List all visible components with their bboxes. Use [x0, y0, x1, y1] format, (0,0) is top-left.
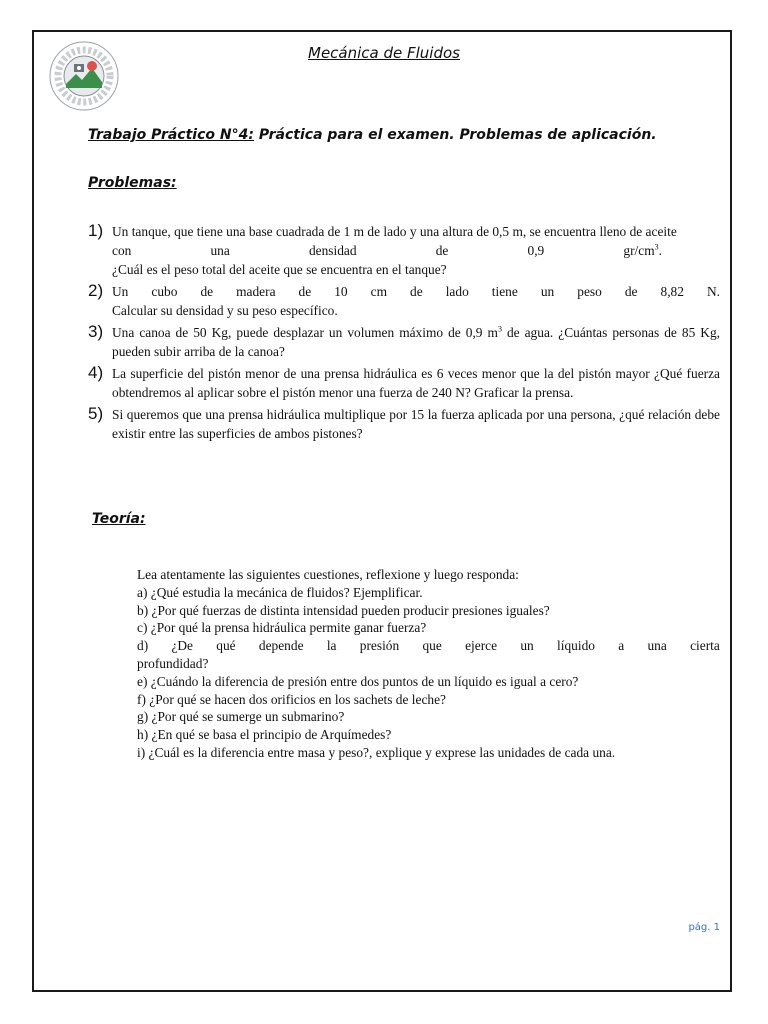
word: de — [435, 243, 449, 258]
question-i: i) ¿Cuál es la diferencia entre masa y peso?, explique y exprese las unidades de cada una. — [137, 744, 616, 760]
question-h: h) ¿En qué se basa el principio de Arquímedes? — [137, 727, 392, 743]
word: densidad — [308, 243, 357, 258]
problem-number: 1) — [88, 221, 104, 240]
question-f: f) ¿Por qué se hacen dos orificios en los sachets de leche? — [137, 691, 446, 707]
word: una — [210, 243, 230, 258]
teoria-intro: Lea atentamente las siguientes cuestiones, reflexione y luego responda: — [137, 567, 519, 582]
problem-text: Calcular su densidad y su peso específico. — [112, 303, 338, 318]
problem-number: 4) — [88, 363, 104, 382]
problem-text: Una canoa de 50 Kg, puede desplazar un volumen máximo de 0,9 $m^3$ de agua. ¿Cuántas personas de 85 Kg, pueden subir arriba de la canoa? — [112, 324, 720, 359]
problem-number: 2) — [88, 281, 104, 300]
problem-number: 3) — [88, 322, 104, 341]
problemas-heading: Problemas: — [88, 175, 177, 191]
question-d-continued: profundidad? — [137, 655, 209, 671]
problem-text: ¿Cuál es el peso total del aceite que se encuentra en el tanque? — [112, 262, 447, 277]
teoria-list — [137, 566, 720, 762]
problem-text: La superficie del pistón menor de una prensa hidráulica es 6 veces menor que la del pistón mayor ¿Qué fuerza obtendremos al aplicar sobre el pistón menor una fuerza de 240 N? Graficar la prensa. — [112, 366, 720, 400]
word: 0,9 — [527, 243, 545, 258]
tp-subtitle: Práctica para el examen. Problemas de aplicación. — [253, 127, 657, 143]
question-a: a) ¿Qué estudia la mecánica de fluidos? Ejemplificar. — [137, 584, 423, 600]
problem-text: Un tanque, que tiene una base cuadrada de 1 m de lado y una altura de 0,5 m, se encuentra lleno de aceite — [112, 224, 677, 239]
problem-text: Un cubo de madera de 10 cm de lado tiene un peso de 8,82 N. — [112, 284, 720, 299]
tp-title — [88, 127, 657, 143]
problem-text-justified-line — [112, 241, 720, 260]
teoria-heading: Teoría: — [92, 511, 146, 527]
question-g: g) ¿Por qué se sumerge un submarino? — [137, 709, 345, 725]
question-b: b) ¿Por qué fuerzas de distinta intensidad pueden producir presiones iguales? — [137, 602, 550, 618]
question-d: d) ¿De qué depende la presión que ejerce un líquido a una cierta — [137, 638, 720, 654]
problem-text: Si queremos que una prensa hidráulica multiplique por 15 la fuerza aplicada por una persona, ¿qué relación debe existir entre las superficies de ambos pistones? — [112, 407, 720, 441]
question-c: c) ¿Por qué la prensa hidráulica permite ganar fuerza? — [137, 620, 427, 636]
tp-label: Trabajo Práctico N°4: — [88, 127, 254, 143]
problem-5 — [88, 405, 720, 443]
problem-list — [88, 222, 720, 446]
question-e: e) ¿Cuándo la diferencia de presión entre dos puntos de un líquido es igual a cero? — [137, 673, 579, 689]
problem-number: 5) — [88, 404, 104, 423]
problem-3 — [88, 323, 720, 361]
problem-2 — [88, 282, 720, 320]
page-number: pág. 1 — [688, 922, 720, 933]
word: con — [112, 243, 132, 258]
unit: $gr/cm^3$. — [623, 242, 662, 258]
header-title: Mecánica de Fluidos — [308, 44, 460, 62]
problem-4 — [88, 364, 720, 402]
problem-1 — [88, 222, 720, 279]
